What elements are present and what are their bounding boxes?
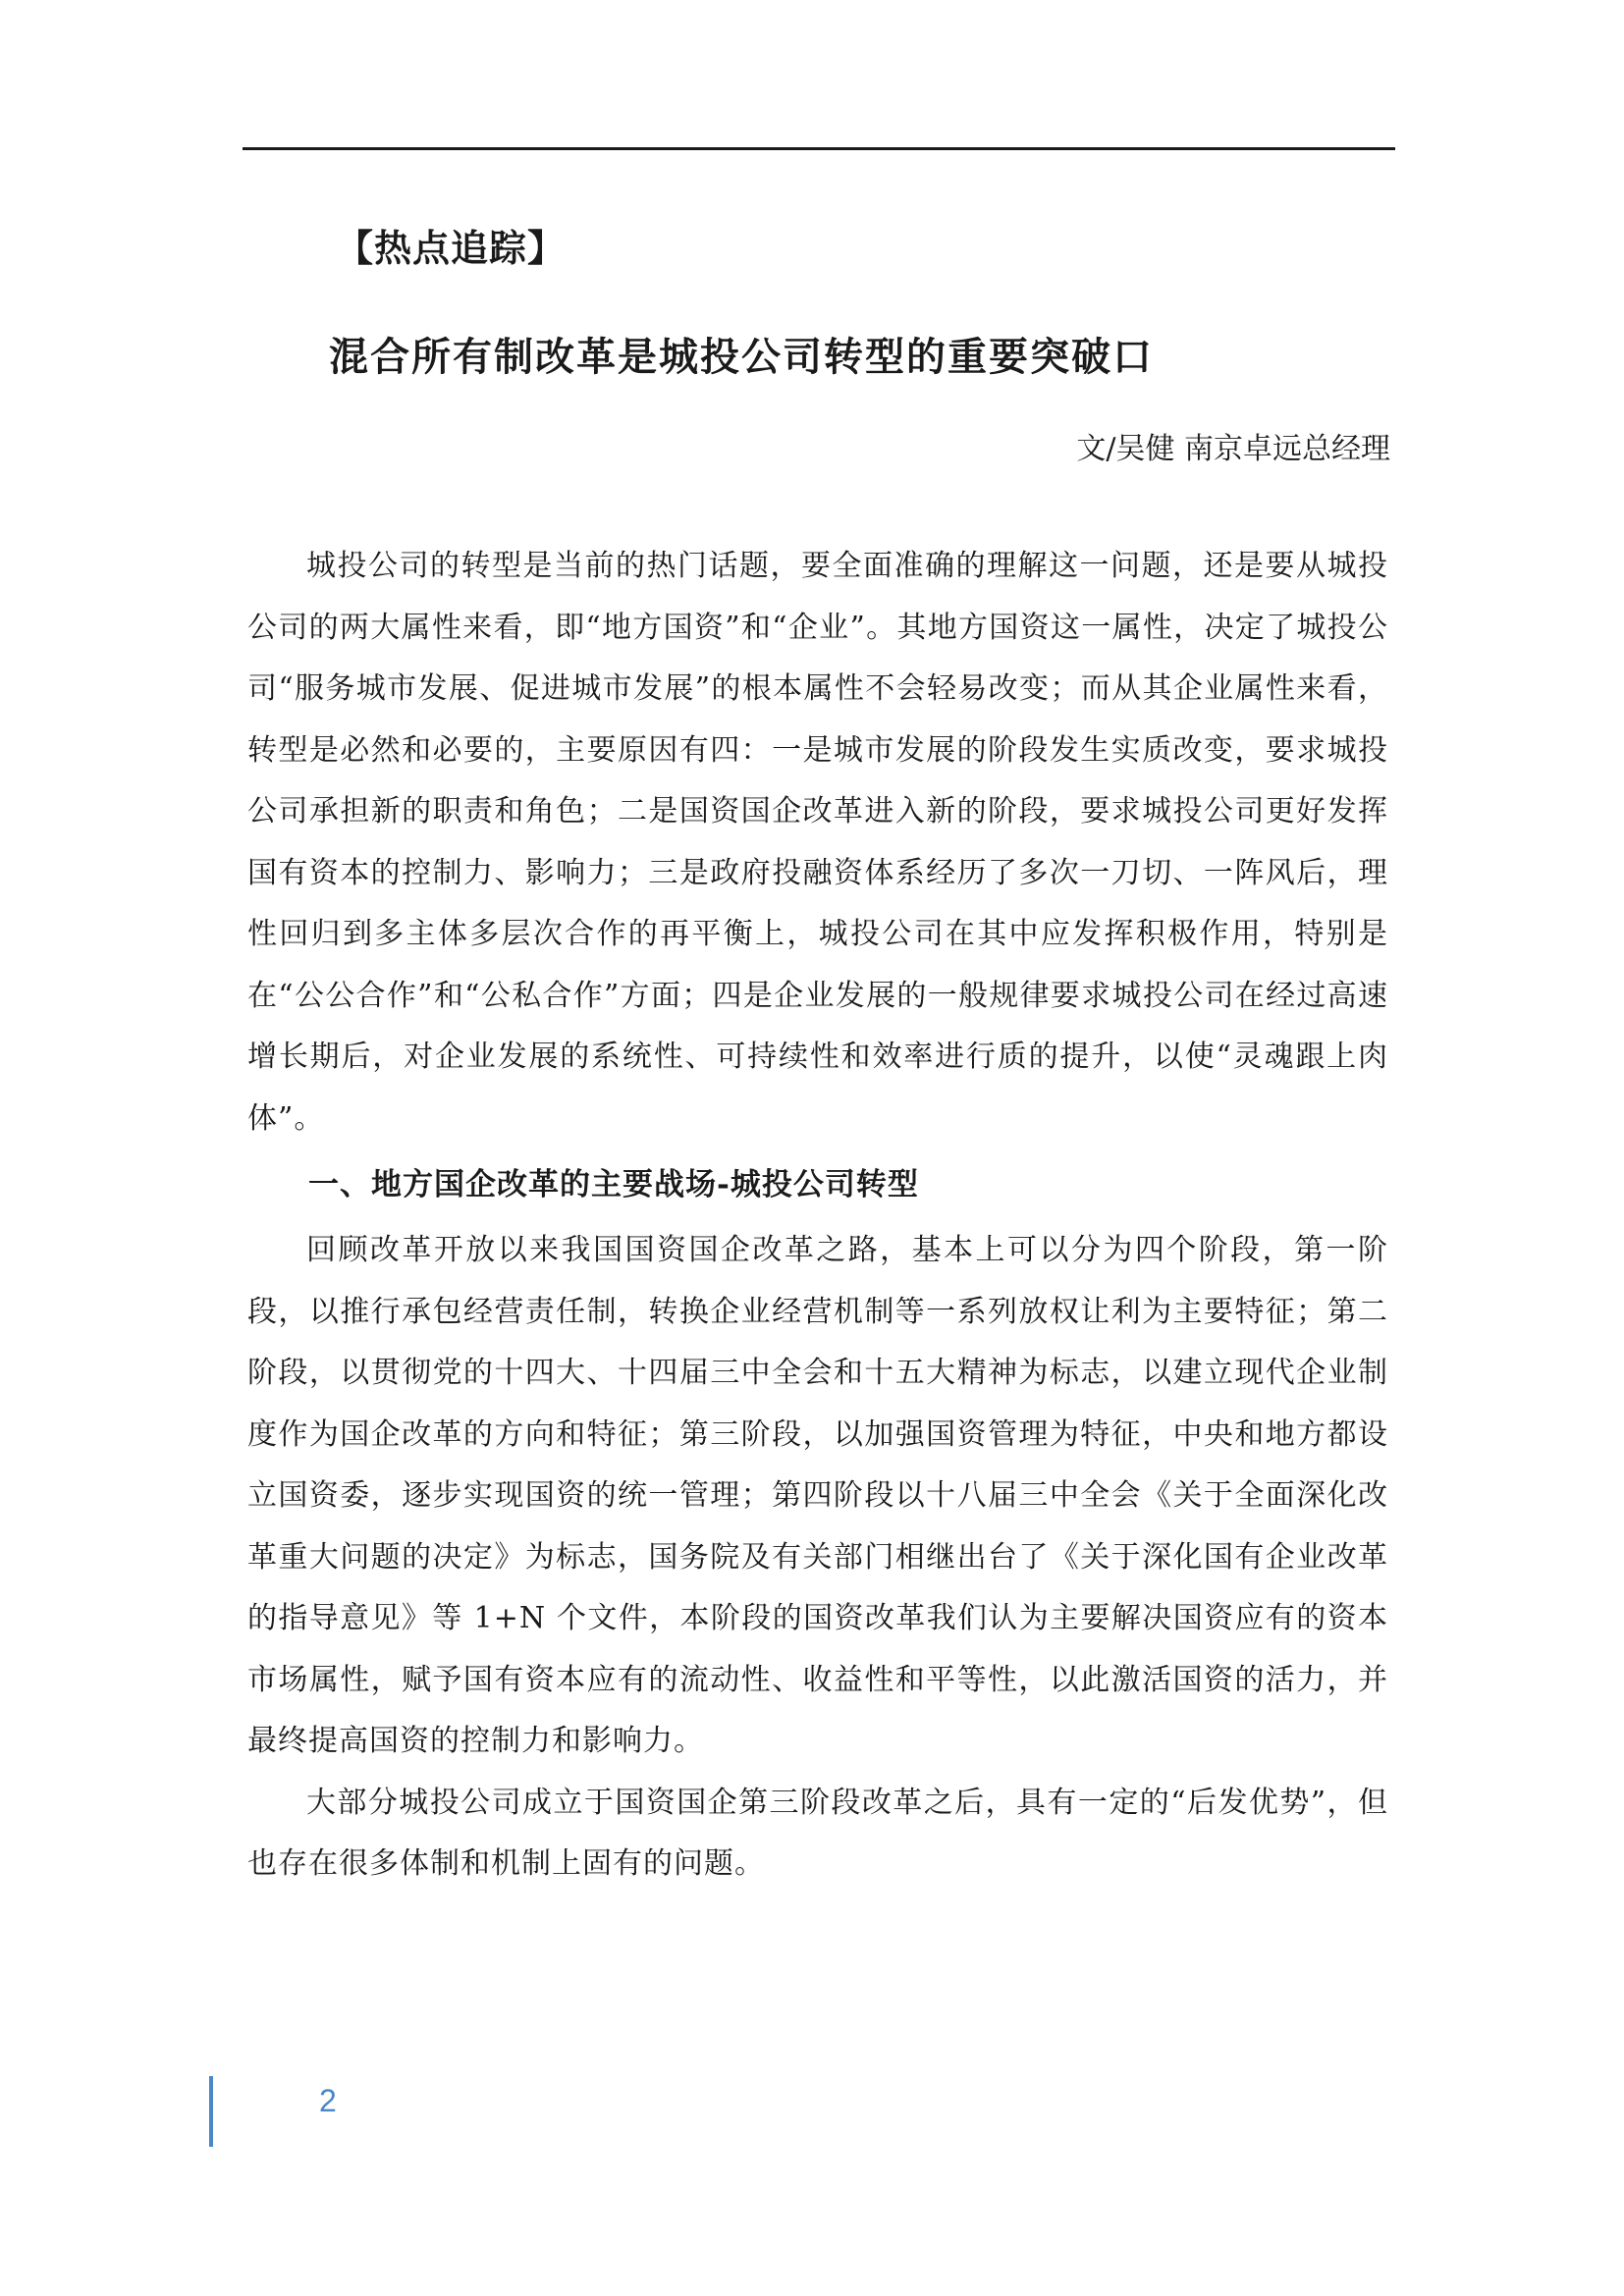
paragraph-reform-stages: 回顾改革开放以来我国国资国企改革之路，基本上可以分为四个阶段，第一阶段，以推行承包经营责任制，转换企业经营机制等一系列放权让利为主要特征；第二阶段，以贯彻党的十四大、十四届三中全会和十五大精神为标志，以建立现代企业制度作为国企改革的方向和特征；第三阶段，以加强国资管理为特征，中央和地方都设立国资委，逐步实现国资的统一管理；第四阶段以十八届三中全会《关于全面深化改革重大问题的决定》为标志，国务院及有关部门相继出台了《关于深化国有企业改革的指导意见》等 1+N 个文件，本阶段的国资改革我们认为主要解决国资应有的资本市场属性，赋予国有资本应有的流动性、收益性和平等性，以此激活国资的活力，并最终提高国资的控制力和影响力。 [247, 1233, 1388, 1758]
paragraph-intro: 城投公司的转型是当前的热门话题，要全面准确的理解这一问题，还是要从城投公司的两大属性来看，即“地方国资”和“企业”。其地方国资这一属性，决定了城投公司“服务城市发展、促进城市发展”的根本属性不会轻易改变；而从其企业属性来看，转型是必然和必要的，主要原因有四：一是城市发展的阶段发生实质改变，要求城投公司承担新的职责和角色；二是国资国企改革进入新的阶段，要求城投公司更好发挥国有资本的控制力、影响力；三是政府投融资体系经历了多次一刀切、一阵风后，理性回归到多主体多层次合作的再平衡上，城投公司在其中应发挥积极作用，特别是在“公公合作”和“公私合作”方面；四是企业发展的一般规律要求城投公司在经过高速增长期后，对企业发展的系统性、可持续性和效率进行质的提升，以使“灵魂跟上肉体”。 [247, 549, 1388, 1136]
page-number: 2 [319, 2083, 337, 2118]
author-byline: 文/吴健 南京卓远总经理 [1076, 432, 1390, 466]
column-tag: 【热点追踪】 [336, 226, 567, 270]
section-heading: 一、地方国企改革的主要战场-城投公司转型 [308, 1167, 919, 1202]
header-rule [243, 147, 1395, 150]
article-title: 混合所有制改革是城投公司转型的重要突破口 [329, 334, 1154, 380]
page-number-bar [209, 2076, 213, 2147]
paragraph-late-advantage: 大部分城投公司成立于国资国企第三阶段改革之后，具有一定的“后发优势”，但也存在很多体制和机制上固有的问题。 [247, 1785, 1388, 1881]
article-body [247, 536, 1388, 1896]
